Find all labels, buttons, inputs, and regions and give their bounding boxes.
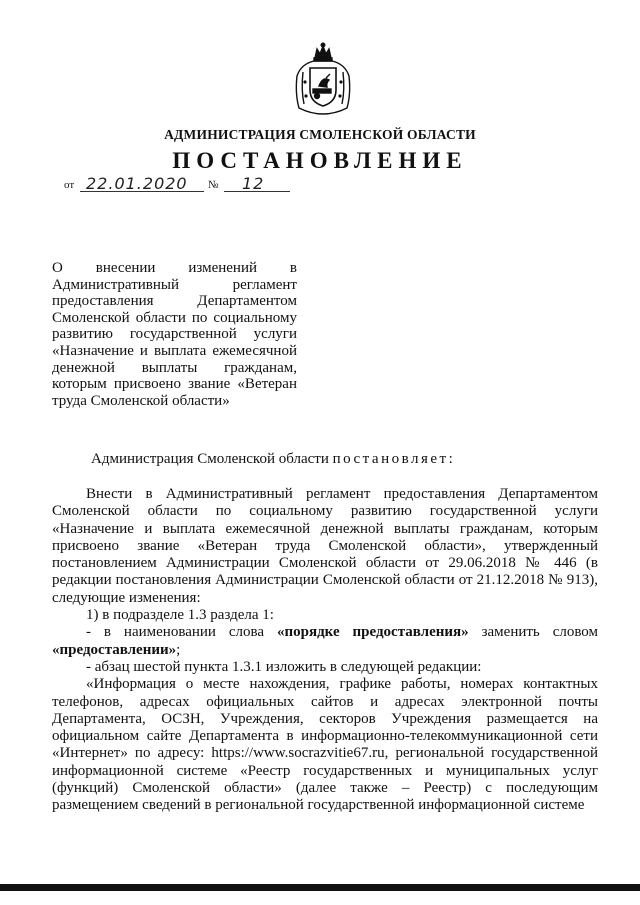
paragraph-2: 1) в подразделе 1.3 раздела 1: <box>86 607 274 624</box>
paragraph-3-text-b: заменить словом <box>468 624 599 641</box>
coat-of-arms-icon <box>293 42 353 118</box>
date-handwritten: 22.01.2020 <box>86 174 188 193</box>
date-number-line <box>64 173 304 195</box>
paragraph-3-text-c: ; <box>176 641 181 658</box>
decree-colon: : <box>448 451 453 467</box>
paragraph-3-bold-a: «порядке предоставления» <box>276 624 469 641</box>
scan-bottom-bar <box>0 884 640 891</box>
paragraph-3-bold-b: «предоставлении» <box>52 641 177 658</box>
paragraph-3-text-a: - в наименовании слова <box>86 624 277 641</box>
document-subject: О внесении изменений в Административный регламент предоставления Департаментом Смоленской области по социальному развитию государственной услуги «Назначение и выплата ежемесячной денежной выплаты гражданам, которым присвоено звание «Ветеран труда Смоленской области» <box>52 260 297 409</box>
paragraph-5: «Информация о месте нахождения, графике работы, номерах контактных телефонов, адресах официальных сайтов и адресах электронной почты Департамента, ОСЗН, Учреждения, секторов Учреждения размещается на официальном сайте Департамента в информационно-телекоммуникационной сети «Интернет» по адресу: https://www.socrazvitie67.ru, региональной государственной информационной системе «Реестр государственных и муниципальных услуг (функций) Смоленской области» (далее также – Реестр) с последующим размещением сведений в региональной государственной информационной системе <box>52 676 598 814</box>
paragraph-1: Внести в Административный регламент предоставления Департаментом Смоленской области по социальному развитию государственной услуги «Назначение и выплата ежемесячной денежной выплаты гражданам, которым присвоено звание «Ветеран труда Смоленской области», утвержденный постановлением Администрации Смоленской области от 29.06.2018 № 446 (в редакции постановления Администрации Смоленской области от 21.12.2018 № 913), следующие изменения: <box>52 486 598 606</box>
number-prefix: № <box>208 179 219 191</box>
paragraph-4: - абзац шестой пункта 1.3.1 изложить в следующей редакции: <box>86 658 482 675</box>
number-handwritten: 12 <box>242 174 265 193</box>
decree-text: Администрация Смоленской области <box>91 451 333 467</box>
organization-title: АДМИНИСТРАЦИЯ СМОЛЕНСКОЙ ОБЛАСТИ <box>164 127 476 142</box>
decree-line <box>91 451 453 468</box>
document-type-title: ПОСТАНОВЛЕНИЕ <box>172 148 468 173</box>
paragraph-3 <box>52 624 598 659</box>
date-prefix: от <box>64 179 75 191</box>
decree-spaced-word: постановляет <box>332 451 449 467</box>
document-body <box>52 486 598 815</box>
